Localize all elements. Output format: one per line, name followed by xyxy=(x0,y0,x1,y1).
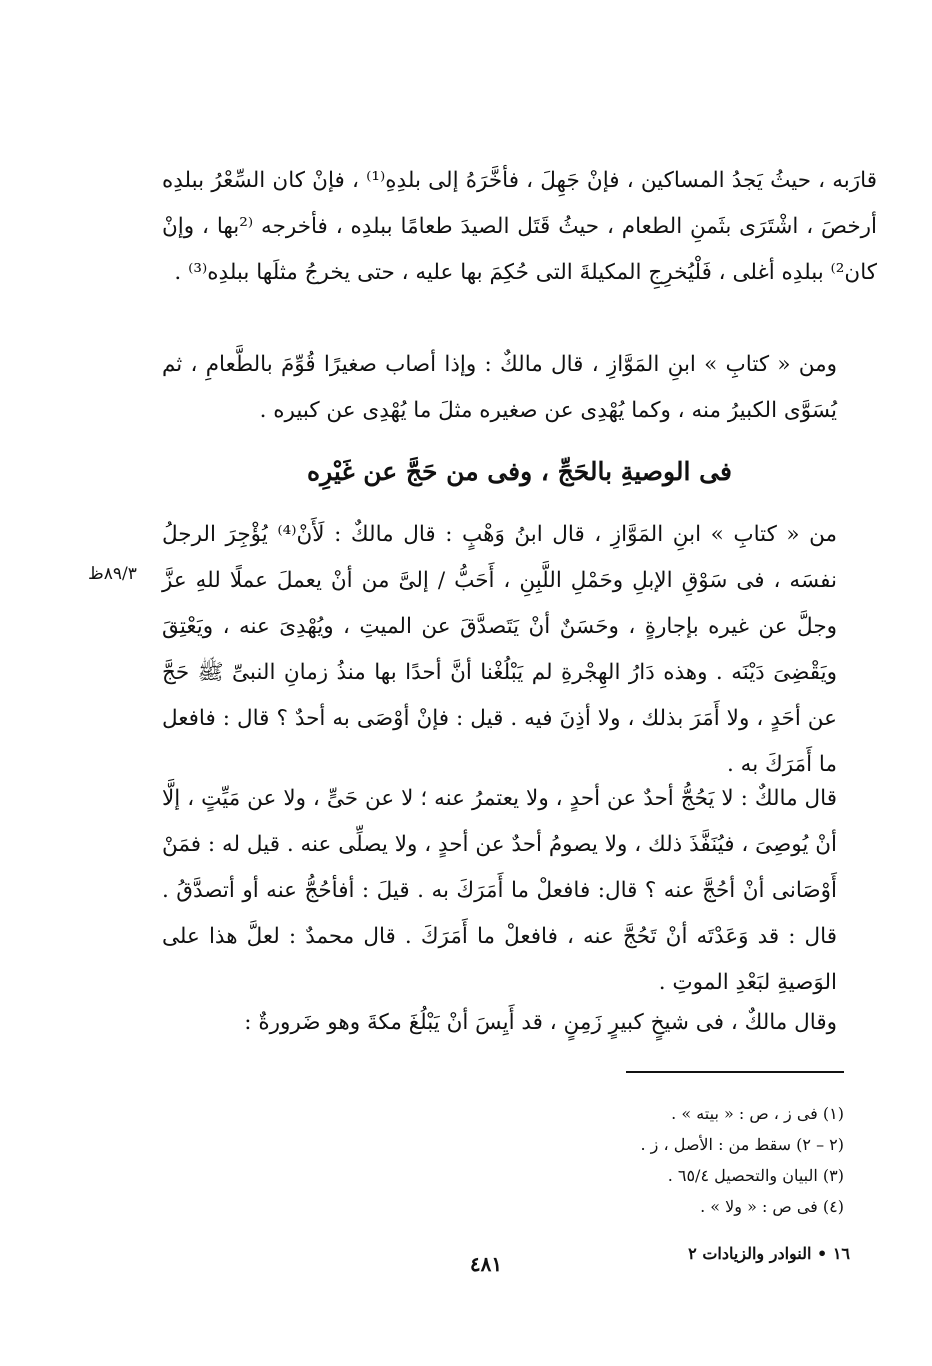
footnote-separator xyxy=(626,1071,844,1073)
paragraph-3 xyxy=(162,512,877,788)
paragraph-3-text: من « كتابِ » ابنِ المَوَّازِ ، قال ابنُ وَهْبٍ : قال مالكٌ : لَأَنْ⁽⁴⁾ يُؤْجِرَ الرجلُ نفسَه ، فى سَوْقِ الإبلِ وحَمْلِ اللَّبِنِ ، أَحَبُّ / إلىَّ من أنْ يعملَ عملًا للهِ عزَّ وجلَّ عن غيره بإجارةٍ ، وحَسَنٌ أنْ يَتَصدَّقَ عن الميتِ ، ويُهْدِىَ عنه ، ويَعْتِقَ ويَقْضِىَ دَيْنَه . وهذه دَارُ الهِجْرةِ لم يَبْلُغْنا أنَّ أحدًا بها منذُ زمانِ النبىِّ ﷺ حَجَّ عن أحَدٍ ، ولا أَمَرَ بذلك ، ولا أذِنَ فيه . قيل : فإنْ أوْصَى به أحدٌ ؟ قال : فافعل ما أَمَرَكَ به . xyxy=(162,522,837,777)
paragraph-1-text: قارَبه ، حيثُ يَجدُ المساكين ، فإنْ جَهِلَ ، فأخَّرَهُ إلى بلدِهِ⁽¹⁾ ، فإنْ كان السِّعْرُ ببلدِه أرخصَ ، اشْتَرَى بثَمنِ الطعام ، حيثُ قَتَل الصيدَ طعامًا ببلدِه ، فأخرجه ⁽²بها ، وإنْ كان²⁾ ببلدِه أغلى ، فَلْيُخرِجِ المكيلةَ التى حُكِمَ بها عليه ، حتى يخرجُ مثلَها ببلدِه⁽³⁾ . xyxy=(162,168,877,285)
paragraph-5 xyxy=(162,1000,877,1046)
footnote-3: (٣) البيان والتحصيل ٦٥/٤ . xyxy=(667,1166,844,1185)
section-heading: فى الوصيةِ بالحَجِّ ، وفى من حَجَّ عن غَيْرِه xyxy=(307,457,732,486)
footnote-1: (١) فى ز ، ص : « بيته » . xyxy=(671,1104,844,1123)
paragraph-4 xyxy=(162,776,877,1006)
printer-signature: ١٦ • النوادر والزيادات ٢ xyxy=(688,1244,850,1263)
footnotes xyxy=(420,1098,844,1222)
paragraph-1 xyxy=(162,158,877,296)
page-number: ٤٨١ xyxy=(469,1252,503,1276)
paragraph-4-text: قال مالكٌ : لا يَحُجُّ أحدٌ عن أحدٍ ، ولا يعتمرُ عنه ؛ لا عن حَىٍّ ، ولا عن مَيِّتٍ ، إلَّا أنْ يُوصِىَ ، فيُنَفَّذَ ذلك ، ولا يصومُ أحدٌ عن أحدٍ ، ولا يصلِّى عنه . قيل له : فمَنْ أَوْصَانى أنْ أحُجَّ عنه ؟ قال: فافعلْ ما أَمَرَكَ به . قيلَ : أفأحُجُّ عنه أو أتصدَّقُ . قال : قد وَعَدْتَه أنْ تَحُجَّ عنه ، فافعلْ ما أَمَرَكَ . قال محمدٌ : لعلَّ هذا على الوَصيةِ لبَعْدِ الموتِ . xyxy=(162,786,837,995)
paragraph-2 xyxy=(162,342,877,434)
paragraph-2-text: ومن « كتابِ » ابنِ المَوَّازِ ، قال مالكٌ : وإذا أصاب صغيرًا قُوِّمَ بالطَّعامِ ، ثم يُسَوَّى الكبيرُ منه ، وكما يُهْدِى عن صغيره مثلَ ما يُهْدِى عن كبيره . xyxy=(162,352,837,423)
footnote-2: (٢ – ٢) سقط من : الأصل ، ز . xyxy=(640,1135,844,1154)
footnote-4: (٤) فى ص : « ولا » . xyxy=(700,1197,844,1216)
manuscript-folio-note: ٨٩/٣ظ xyxy=(88,564,137,584)
paragraph-5-text: وقال مالكٌ ، فى شيخٍ كبيرٍ زَمِنٍ ، قد أَيِسَ أنْ يَبْلُغَ مكةَ وهو ضَرورةٌ : xyxy=(244,1010,837,1035)
